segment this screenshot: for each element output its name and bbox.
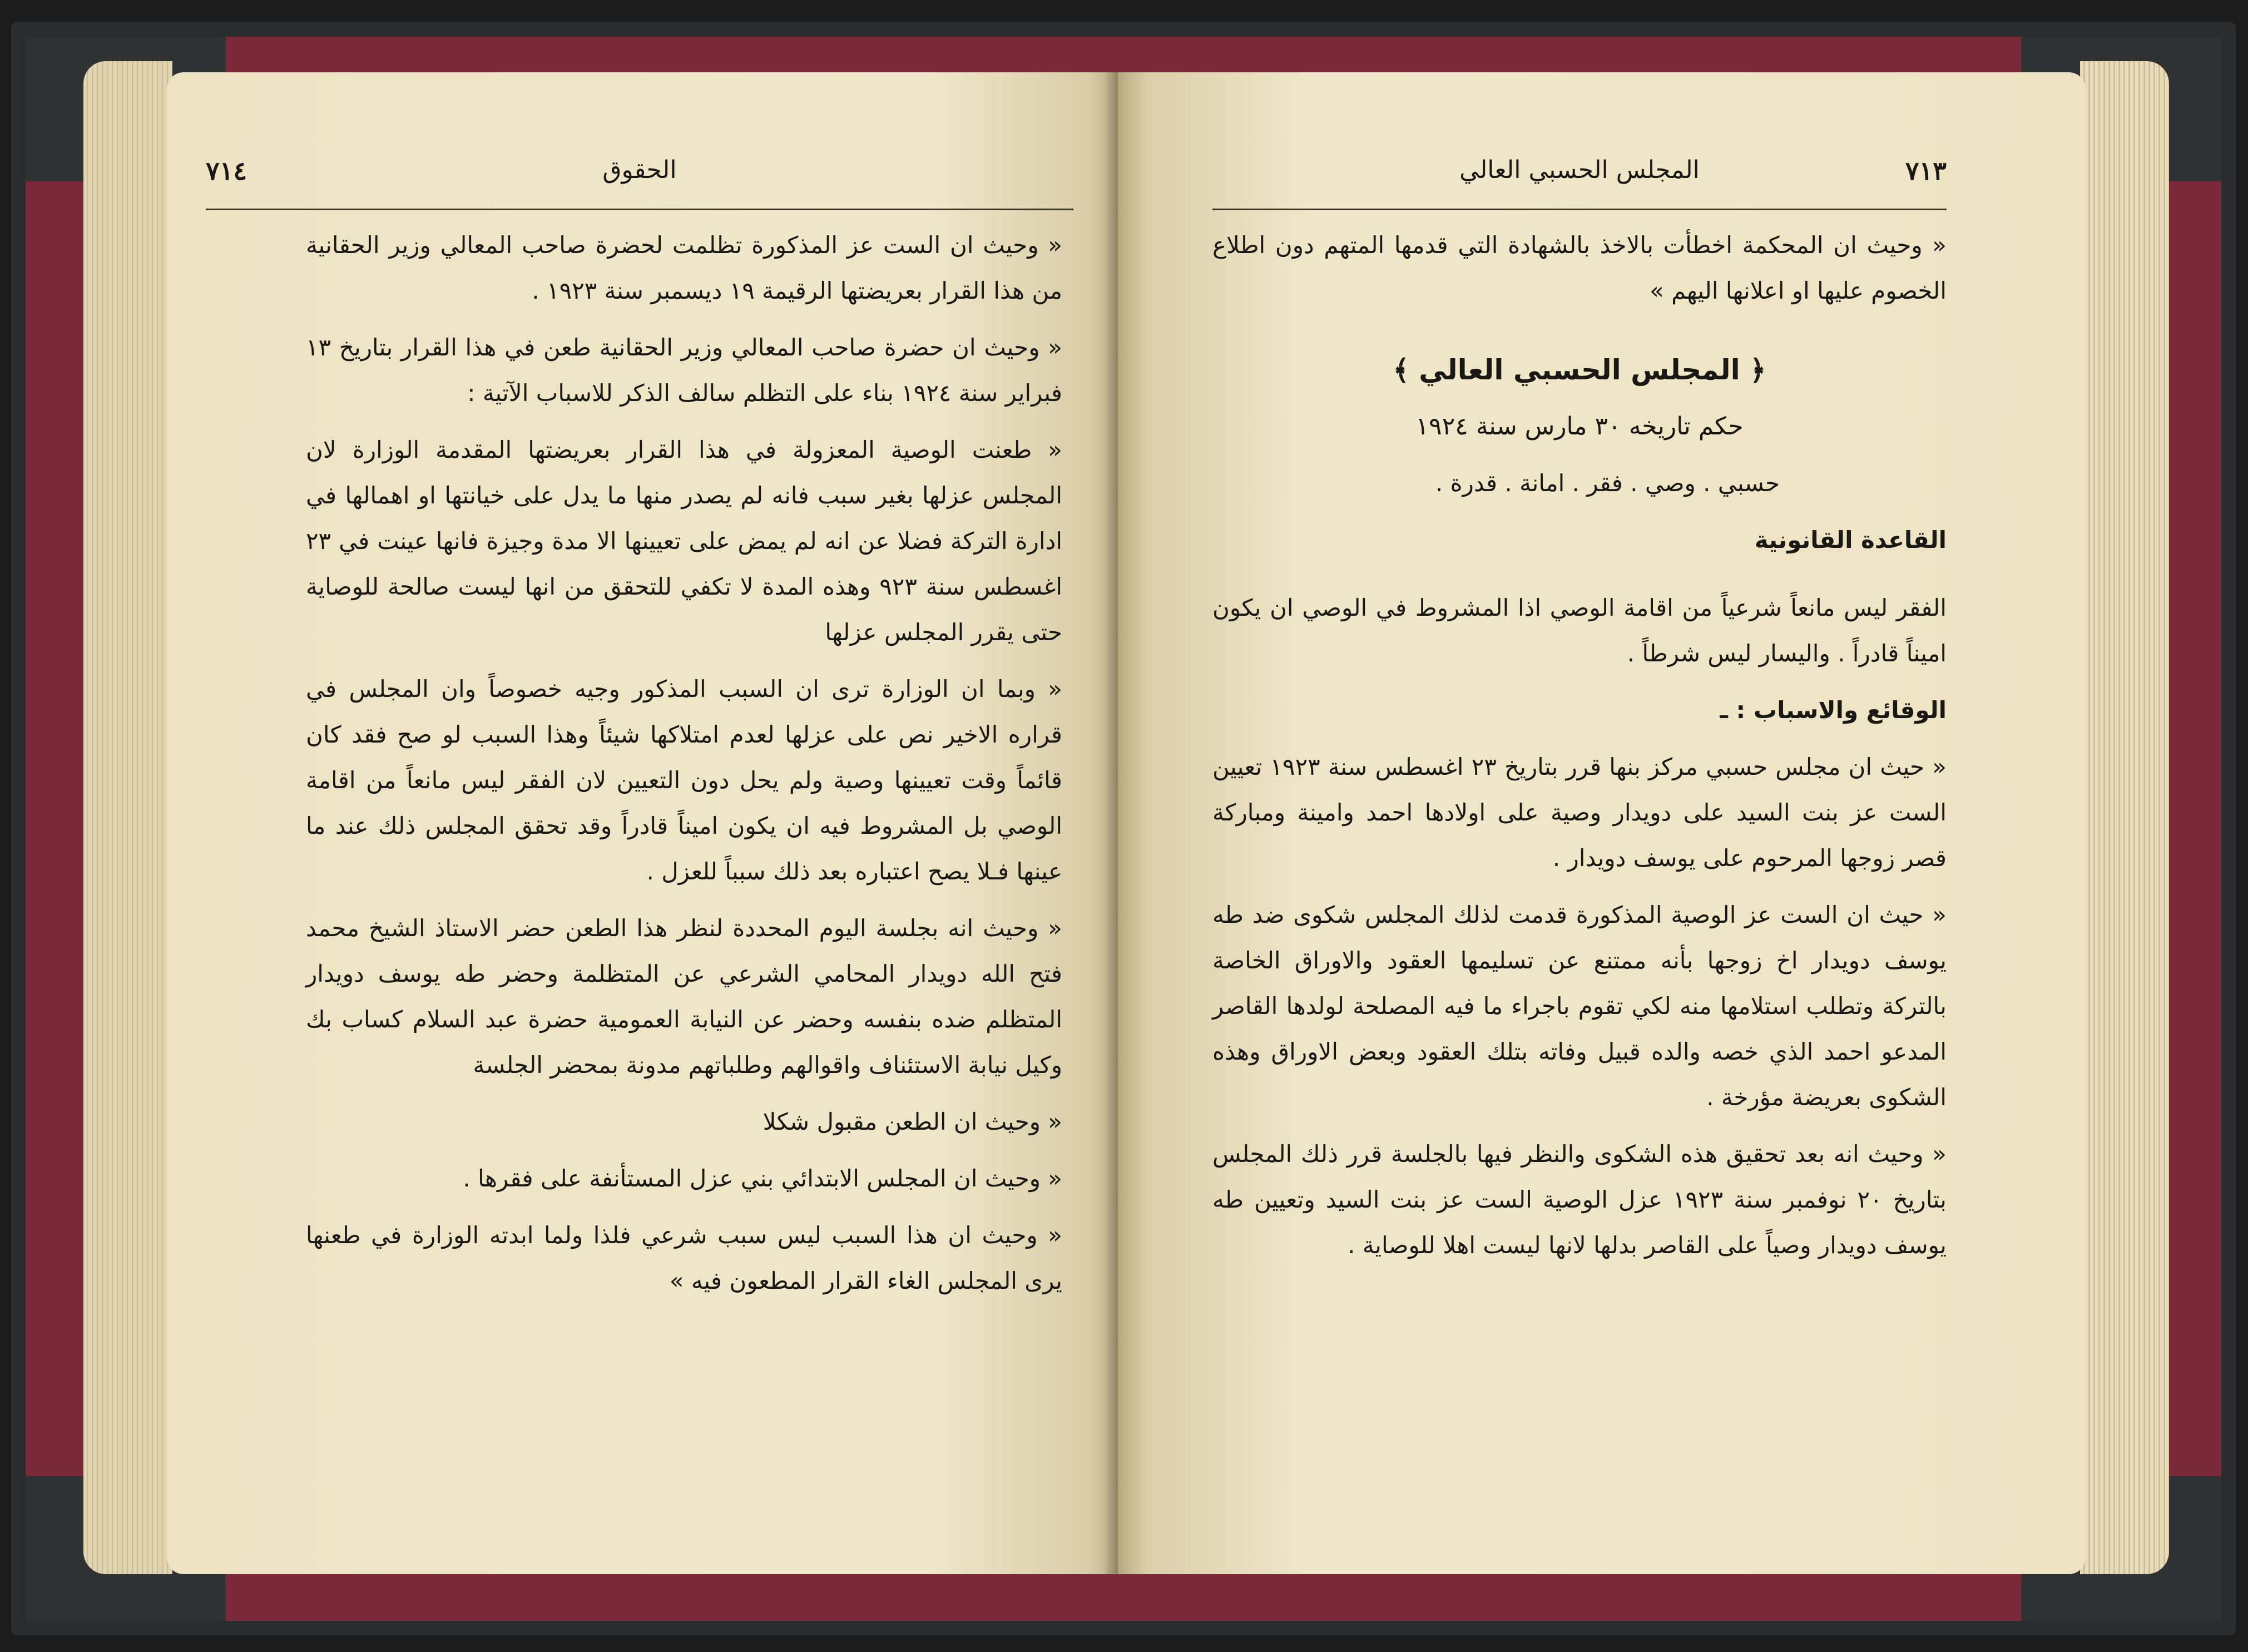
right-paragraph-1: « حيث ان مجلس حسبي مركز بنها قرر بتاريخ ٢٣ اغسطس سنة ١٩٢٣ تعيين الست عز بنت السيد على دويدار وصية على اولادها احمد وامينة ومباركة قصر زوجها المرحوم على يوسف دويدار . <box>1212 753 1947 872</box>
section-heading: ﴿ المجلس الحسبي العالي ﴾ <box>1393 354 1766 386</box>
left-paragraph-3: « طعنت الوصية المعزولة في هذا القرار بعريضتها المقدمة الوزارة لان المجلس عزلها بغير سبب فانه لم يصدر منها ما يدل على خيانتها او اهمالها في ادارة التركة فضلا عن انه لم يمض على تعيينها الا مدة وجيزة فانها عينت في ٢٣ اغسطس سنة ٩٢٣ وهذه المدة لا تكفي للتحقق من انها ليست صالحة للوصاية حتى يقرر المجلس عزلها <box>306 436 1063 646</box>
left-header-rule <box>206 209 1073 210</box>
page-edges-left <box>83 61 172 1574</box>
left-page <box>167 72 1118 1574</box>
right-running-head <box>1212 156 1947 206</box>
facts-heading: الوقائع والاسباب : ـ <box>1720 696 1947 724</box>
rule-heading: القاعدة القانونية <box>1754 526 1947 553</box>
right-text-block <box>1212 222 1947 1279</box>
right-paragraph-2: « حيث ان الست عز الوصية المذكورة قدمت لذلك المجلس شكوى ضد طه يوسف دويدار اخ زوجها بأنه ممتنع عن تسليمها العقود والاوراق الخاصة بالتركة وتطلب استلامها منه لكي تقوم باجراء ما فيه المصلحة لولدها القاصر المدعو احمد الذي خصه والده قبيل وفاته بتلك العقود وبعض الاوراق وهذه الشكوى بعريضة مؤرخة . <box>1212 901 1947 1111</box>
left-running-head <box>206 156 1073 206</box>
left-text-block <box>306 222 1062 1315</box>
right-intro-paragraph: « وحيث ان المحكمة اخطأت بالاخذ بالشهادة التي قدمها المتهم دون اطلاع الخصوم عليها او اعلانها اليهم » <box>1212 231 1947 304</box>
left-running-title: الحقوق <box>602 156 677 184</box>
left-paragraph-7: « وحيث ان المجلس الابتدائي بني عزل المستأنفة على فقرها . <box>463 1165 1062 1192</box>
page-edges-right <box>2080 61 2169 1574</box>
decision-date: حكم تاريخه ٣٠ مارس سنة ١٩٢٤ <box>1415 412 1744 441</box>
right-page <box>1118 72 2086 1574</box>
right-page-number: ٧١٣ <box>1905 156 1947 186</box>
right-header-rule <box>1212 209 1947 210</box>
right-paragraph-3: « وحيث انه بعد تحقيق هذه الشكوى والنظر فيها بالجلسة قرر ذلك المجلس بتاريخ ٢٠ نوفمبر سنة ١٩٢٣ عزل الوصية الست عز بنت السيد وتعيين طه يوسف دويدار وصياً على القاصر بدلها لانها ليست اهلا للوصاية . <box>1212 1140 1947 1259</box>
left-paragraph-8: « وحيث ان هذا السبب ليس سبب شرعي فلذا ولما ابدته الوزارة في طعنها يرى المجلس الغاء القرار المطعون فيه » <box>306 1221 1062 1294</box>
keywords: حسبي . وصي . فقر . امانة . قدرة . <box>1435 469 1780 497</box>
left-paragraph-2: « وحيث ان حضرة صاحب المعالي وزير الحقانية طعن في هذا القرار بتاريخ ١٣ فبراير سنة ١٩٢٤ بناء على التظلم سالف الذكر للاسباب الآتية : <box>306 334 1062 407</box>
right-running-title: المجلس الحسبي العالي <box>1459 156 1700 184</box>
rule-text: الفقر ليس مانعاً شرعياً من اقامة الوصي اذا المشروط في الوصي ان يكون اميناً قادراً . واليسار ليس شرطاً . <box>1212 594 1947 667</box>
left-page-number: ٧١٤ <box>206 156 247 186</box>
left-paragraph-1: « وحيث ان الست عز المذكورة تظلمت لحضرة صاحب المعالي وزير الحقانية من هذا القرار بعريضتها الرقيمة ١٩ ديسمبر سنة ١٩٢٣ . <box>306 231 1062 304</box>
left-paragraph-5: « وحيث انه بجلسة اليوم المحددة لنظر هذا الطعن حضر الاستاذ الشيخ محمد فتح الله دويدار المحامي الشرعي عن المتظلمة وحضر طه يوسف دويدار المتظلم ضده بنفسه وحضر عن النيابة العمومية حضرة عبد السلام كساب بك وكيل نيابة الاستئناف واقوالهم وطلباتهم مدونة بمحضر الجلسة <box>306 914 1062 1079</box>
left-paragraph-6: « وحيث ان الطعن مقبول شكلا <box>762 1108 1062 1135</box>
left-paragraph-4: « وبما ان الوزارة ترى ان السبب المذكور وجيه خصوصاً وان المجلس في قراره الاخير نص على عزلها لعدم امتلاكها شيئاً وهذا السبب لو صح فقد كان قائماً وقت تعيينها وصية ولم يحل دون التعيين لان الفقر ليس مانعاً من اقامة الوصي بل المشروط فيه ان يكون اميناً قادراً وقد تحقق المجلس ذلك عند ما عينها فـلا يصح اعتباره بعد ذلك سبباً للعزل . <box>306 675 1062 885</box>
